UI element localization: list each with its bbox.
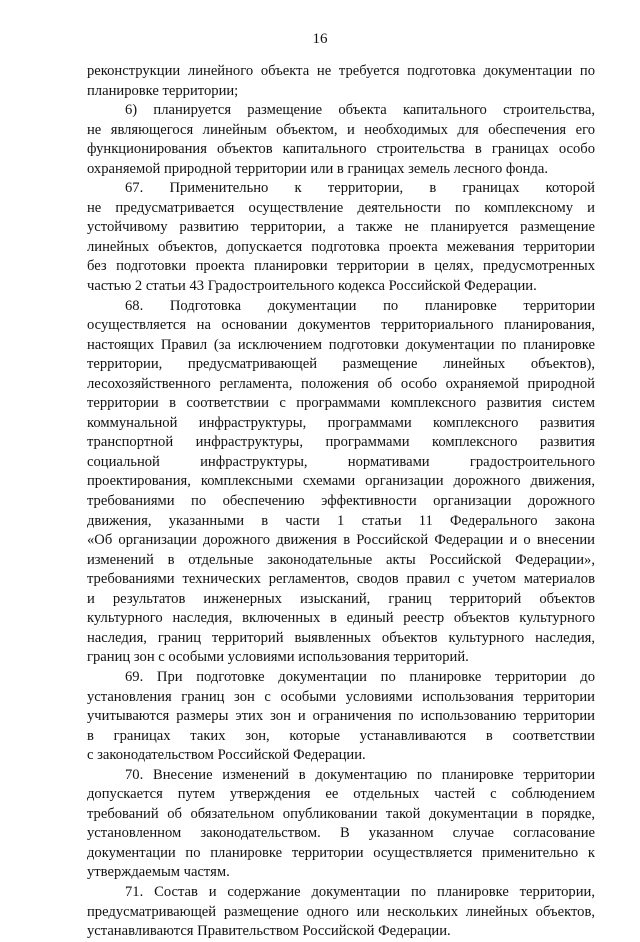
text-line: установленном законодательством. В указанном случае согласование [87,825,595,842]
paragraph-69 [87,668,595,766]
text-line: наследия, границ территорий выявленных объектов культурного наследия, [87,629,595,646]
text-line: устойчивому развитию территории, а также не планируется размещение [87,219,595,236]
text-line: без подготовки проекта планировки территории в целях, предусмотренных [87,258,595,275]
text-line: осуществляется на основании документов территориального планирования, [87,317,595,334]
text-line: 70. Внесение изменений в документацию по планировке территории [125,766,595,783]
text-line: планировке территории; [87,82,239,99]
text-line: требованиями по обеспечению эффективности организации дорожного [87,493,595,510]
text-line: транспортной инфраструктуры, программами комплексного развития [87,434,595,451]
text-line: территории в соответствии с программами комплексного развития систем [87,395,595,412]
text-line: границ зон с особыми условиями использования территорий. [87,649,469,666]
text-line: и результатов инженерных изысканий, границ территорий объектов [87,590,595,607]
text-line: коммунальной инфраструктуры, программами комплексного развития [87,414,595,431]
text-line: не предусматривается осуществление деятельности по комплексному и [87,199,595,216]
text-line: учитываются размеры этих зон и ограничения по использованию территории [87,708,595,725]
paragraph-6 [87,101,595,179]
text-line: изменений в отдельные законодательные акты Российской Федерации», [87,551,595,568]
text-line: с законодательством Российской Федерации. [87,747,366,764]
paragraph-70 [87,766,595,883]
text-line: предусматривающей размещение одного или нескольких линейных объектов, [87,903,595,920]
text-line: культурного наследия, включенных в единый реестр объектов культурного [87,610,595,627]
text-line: 71. Состав и содержание документации по планировке территории, [125,883,595,900]
text-line: настоящих Правил (за исключением подготовки документации по планировке [87,336,595,353]
paragraph-68 [87,297,595,668]
text-line: частью 2 статьи 43 Градостроительного кодекса Российской Федерации. [87,278,537,295]
text-line: утверждаемым частям. [87,864,230,881]
text-line: территории, предусматривающей размещение линейных объектов), [87,356,595,373]
text-line: реконструкции линейного объекта не требуется подготовка документации по [87,63,595,79]
document-body [87,62,595,942]
text-line: требований об обязательном опубликовании такой документации в порядке, [87,805,595,822]
text-line: установления границ зон с особыми условиями использования территории [87,688,595,705]
text-line: охраняемой природной территории или в границах земель лесного фонда. [87,160,549,177]
text-line: допускается путем утверждения ее отдельных частей с соблюдением [87,786,595,803]
text-line: документации по планировке территории осуществляется применительно к [87,844,595,861]
text-line: линейных объектов, допускается подготовка проекта межевания территории [87,238,595,255]
text-line: лесохозяйственного регламента, положения об особо охраняемой природной [87,375,595,392]
page-number: 16 [312,31,328,47]
text-line: не являющегося линейным объектом, и необходимых для обеспечения его [87,121,595,138]
text-line: проектирования, комплексными схемами организации дорожного движения, [87,473,595,490]
text-line: устанавливаются Правительством Российской Федерации. [87,923,451,940]
text-line: функционирования объектов капитального строительства в границах особо [87,141,595,158]
text-line: социальной инфраструктуры, нормативами градостроительного [87,453,595,470]
paragraph-67 [87,179,595,296]
text-line: 67. Применительно к территории, в границах которой [125,180,595,197]
paragraph-continuation [87,62,595,101]
text-line: требованиями технических регламентов, сводов правил с учетом материалов [87,571,595,588]
text-line: 69. При подготовке документации по планировке территории до [125,668,595,685]
text-line: движения, указанными в части 1 статьи 11 Федерального закона [87,512,595,529]
text-line: 6) планируется размещение объекта капитального строительства, [125,102,595,119]
paragraph-71 [87,883,595,942]
text-line: «Об организации дорожного движения в Российской Федерации и о внесении [87,532,595,549]
text-line: в границах таких зон, которые устанавливаются в соответствии [87,727,595,744]
text-line: 68. Подготовка документации по планировке территории [125,297,595,314]
